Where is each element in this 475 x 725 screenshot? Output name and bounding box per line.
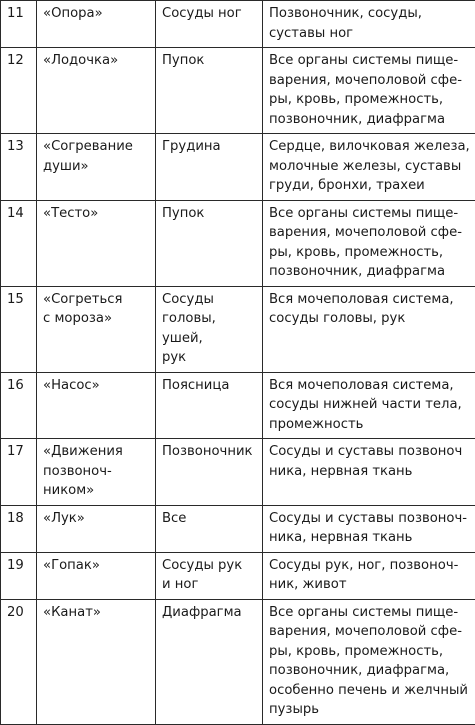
effect-description: Вся мочеполовая система, сосуды головы, рук bbox=[263, 286, 475, 372]
target-zone: Диафрагма bbox=[156, 599, 263, 724]
effect-description: Все органы системы пище- варения, мочеполовой сфе- ры, кровь, промежность, позвоночник, диафрагма, особенно печень и желчный пузырь bbox=[263, 599, 475, 724]
row-number: 13 bbox=[1, 134, 37, 201]
row-number: 18 bbox=[1, 505, 37, 552]
row-number: 17 bbox=[1, 439, 37, 506]
effect-description: Сосуды и суставы позвоноч ника, нервная ткань bbox=[263, 439, 475, 506]
exercise-name: «Согреться с мороза» bbox=[37, 286, 156, 372]
row-number: 20 bbox=[1, 599, 37, 724]
target-zone: Пупок bbox=[156, 200, 263, 286]
target-zone: Сосуды рук и ног bbox=[156, 552, 263, 599]
row-number: 19 bbox=[1, 552, 37, 599]
exercise-name: «Движения позвоноч- ником» bbox=[37, 439, 156, 506]
table-row bbox=[1, 505, 475, 552]
effect-description: Вся мочеполовая система, сосуды нижней части тела, промежность bbox=[263, 372, 475, 439]
row-number: 12 bbox=[1, 48, 37, 134]
target-zone: Поясница bbox=[156, 372, 263, 439]
table-body bbox=[1, 1, 475, 725]
target-zone: Все bbox=[156, 505, 263, 552]
row-number: 14 bbox=[1, 200, 37, 286]
effect-description: Сосуды и суставы позвоноч- ника, нервная ткань bbox=[263, 505, 475, 552]
target-zone: Грудина bbox=[156, 134, 263, 201]
row-number: 15 bbox=[1, 286, 37, 372]
table-row bbox=[1, 439, 475, 506]
table-row bbox=[1, 1, 475, 48]
row-number: 16 bbox=[1, 372, 37, 439]
effect-description: Позвоночник, сосуды, суставы ног bbox=[263, 1, 475, 48]
table-row bbox=[1, 286, 475, 372]
exercise-name: «Лодочка» bbox=[37, 48, 156, 134]
exercise-name: «Лук» bbox=[37, 505, 156, 552]
effect-description: Сосуды рук, ног, позвоноч- ник, живот bbox=[263, 552, 475, 599]
table-row bbox=[1, 48, 475, 134]
exercise-name: «Канат» bbox=[37, 599, 156, 724]
effect-description: Сердце, вилочковая железа, молочные железы, суставы груди, бронхи, трахеи bbox=[263, 134, 475, 201]
table-row bbox=[1, 200, 475, 286]
table-row bbox=[1, 599, 475, 724]
exercise-name: «Гопак» bbox=[37, 552, 156, 599]
target-zone: Позвоночник bbox=[156, 439, 263, 506]
exercise-name: «Опора» bbox=[37, 1, 156, 48]
target-zone: Сосуды ног bbox=[156, 1, 263, 48]
effect-description: Все органы системы пище- варения, мочеполовой сфе- ры, кровь, промежность, позвоночник, диафрагма bbox=[263, 48, 475, 134]
exercise-name: «Тесто» bbox=[37, 200, 156, 286]
exercise-name: «Насос» bbox=[37, 372, 156, 439]
exercise-name: «Согревание души» bbox=[37, 134, 156, 201]
row-number: 11 bbox=[1, 1, 37, 48]
effect-description: Все органы системы пище- варения, мочеполовой сфе- ры, кровь, промежность, позвоночник, диафрагма bbox=[263, 200, 475, 286]
table-row bbox=[1, 552, 475, 599]
target-zone: Пупок bbox=[156, 48, 263, 134]
table-row bbox=[1, 134, 475, 201]
table-row bbox=[1, 372, 475, 439]
target-zone: Сосуды головы, ушей, рук bbox=[156, 286, 263, 372]
